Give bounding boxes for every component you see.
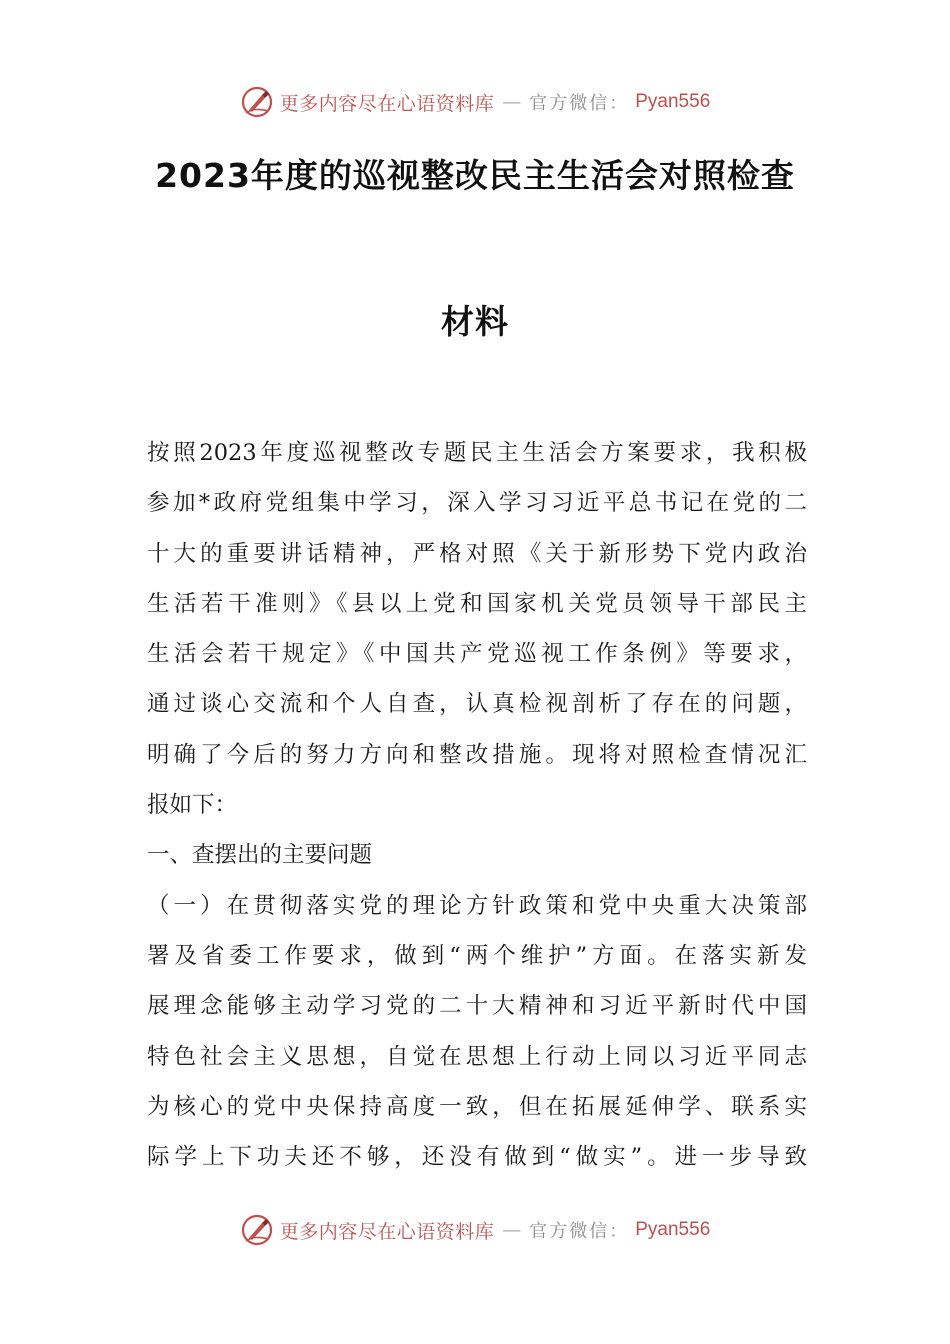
body-line: 特色社会主义思想，自觉在思想上行动上同以习近平同志	[147, 1043, 807, 1070]
watermark-dash: —	[502, 91, 522, 113]
pen-logo-icon	[240, 1213, 274, 1247]
body-line: 际学上下功夫还不够，还没有做到“做实”。进一步导致	[147, 1144, 807, 1171]
document-title-line2: 材料	[441, 302, 509, 341]
body-line: 展理念能够主动学习党的二十大精神和习近平新时代中国	[147, 993, 807, 1020]
watermark-official-label: 官方微信：	[529, 1221, 630, 1242]
body-line: 参加*政府党组集中学习，深入学习习近平总书记在党的二	[147, 490, 807, 517]
body-line: 为核心的党中央保持高度一致，但在拓展延伸学、联系实	[147, 1093, 807, 1120]
footer-watermark	[0, 1210, 950, 1250]
watermark-text: 更多内容尽在心语资料库	[279, 1220, 495, 1243]
body-line: 生活会若干规定》《中国共产党巡视工作条例》等要求，	[147, 641, 807, 668]
document-title-line1: 2023年度的巡视整改民主生活会对照检查	[155, 156, 795, 195]
watermark-official-label: 官方微信：	[529, 93, 630, 114]
body-line: 按照2023年度巡视整改专题民主生活会方案要求，我积极	[147, 440, 807, 466]
pen-logo-icon	[240, 85, 274, 119]
body-line: 署及省委工作要求，做到“两个维护”方面。在落实新发	[147, 942, 807, 969]
document-body	[147, 428, 807, 1182]
watermark-wechat-id: Pyan556	[635, 91, 711, 112]
watermark-wechat-id: Pyan556	[635, 1219, 711, 1240]
watermark-dash: —	[502, 1219, 522, 1241]
body-line: 通过谈心交流和个人自查，认真检视剖析了存在的问题，	[147, 691, 807, 718]
body-line: 报如下：	[147, 792, 238, 819]
watermark-text: 更多内容尽在心语资料库	[279, 92, 495, 115]
body-line: （一）在贯彻落实党的理论方针政策和党中央重大决策部	[147, 892, 807, 919]
section-heading: 一、查摆出的主要问题	[147, 842, 373, 869]
body-line: 明确了今后的努力方向和整改措施。现将对照检查情况汇	[147, 741, 807, 768]
body-line: 十大的重要讲话精神，严格对照《关于新形势下党内政治	[147, 540, 807, 567]
body-line: 生活若干准则》《县以上党和国家机关党员领导干部民主	[147, 590, 807, 617]
header-watermark	[0, 82, 950, 122]
